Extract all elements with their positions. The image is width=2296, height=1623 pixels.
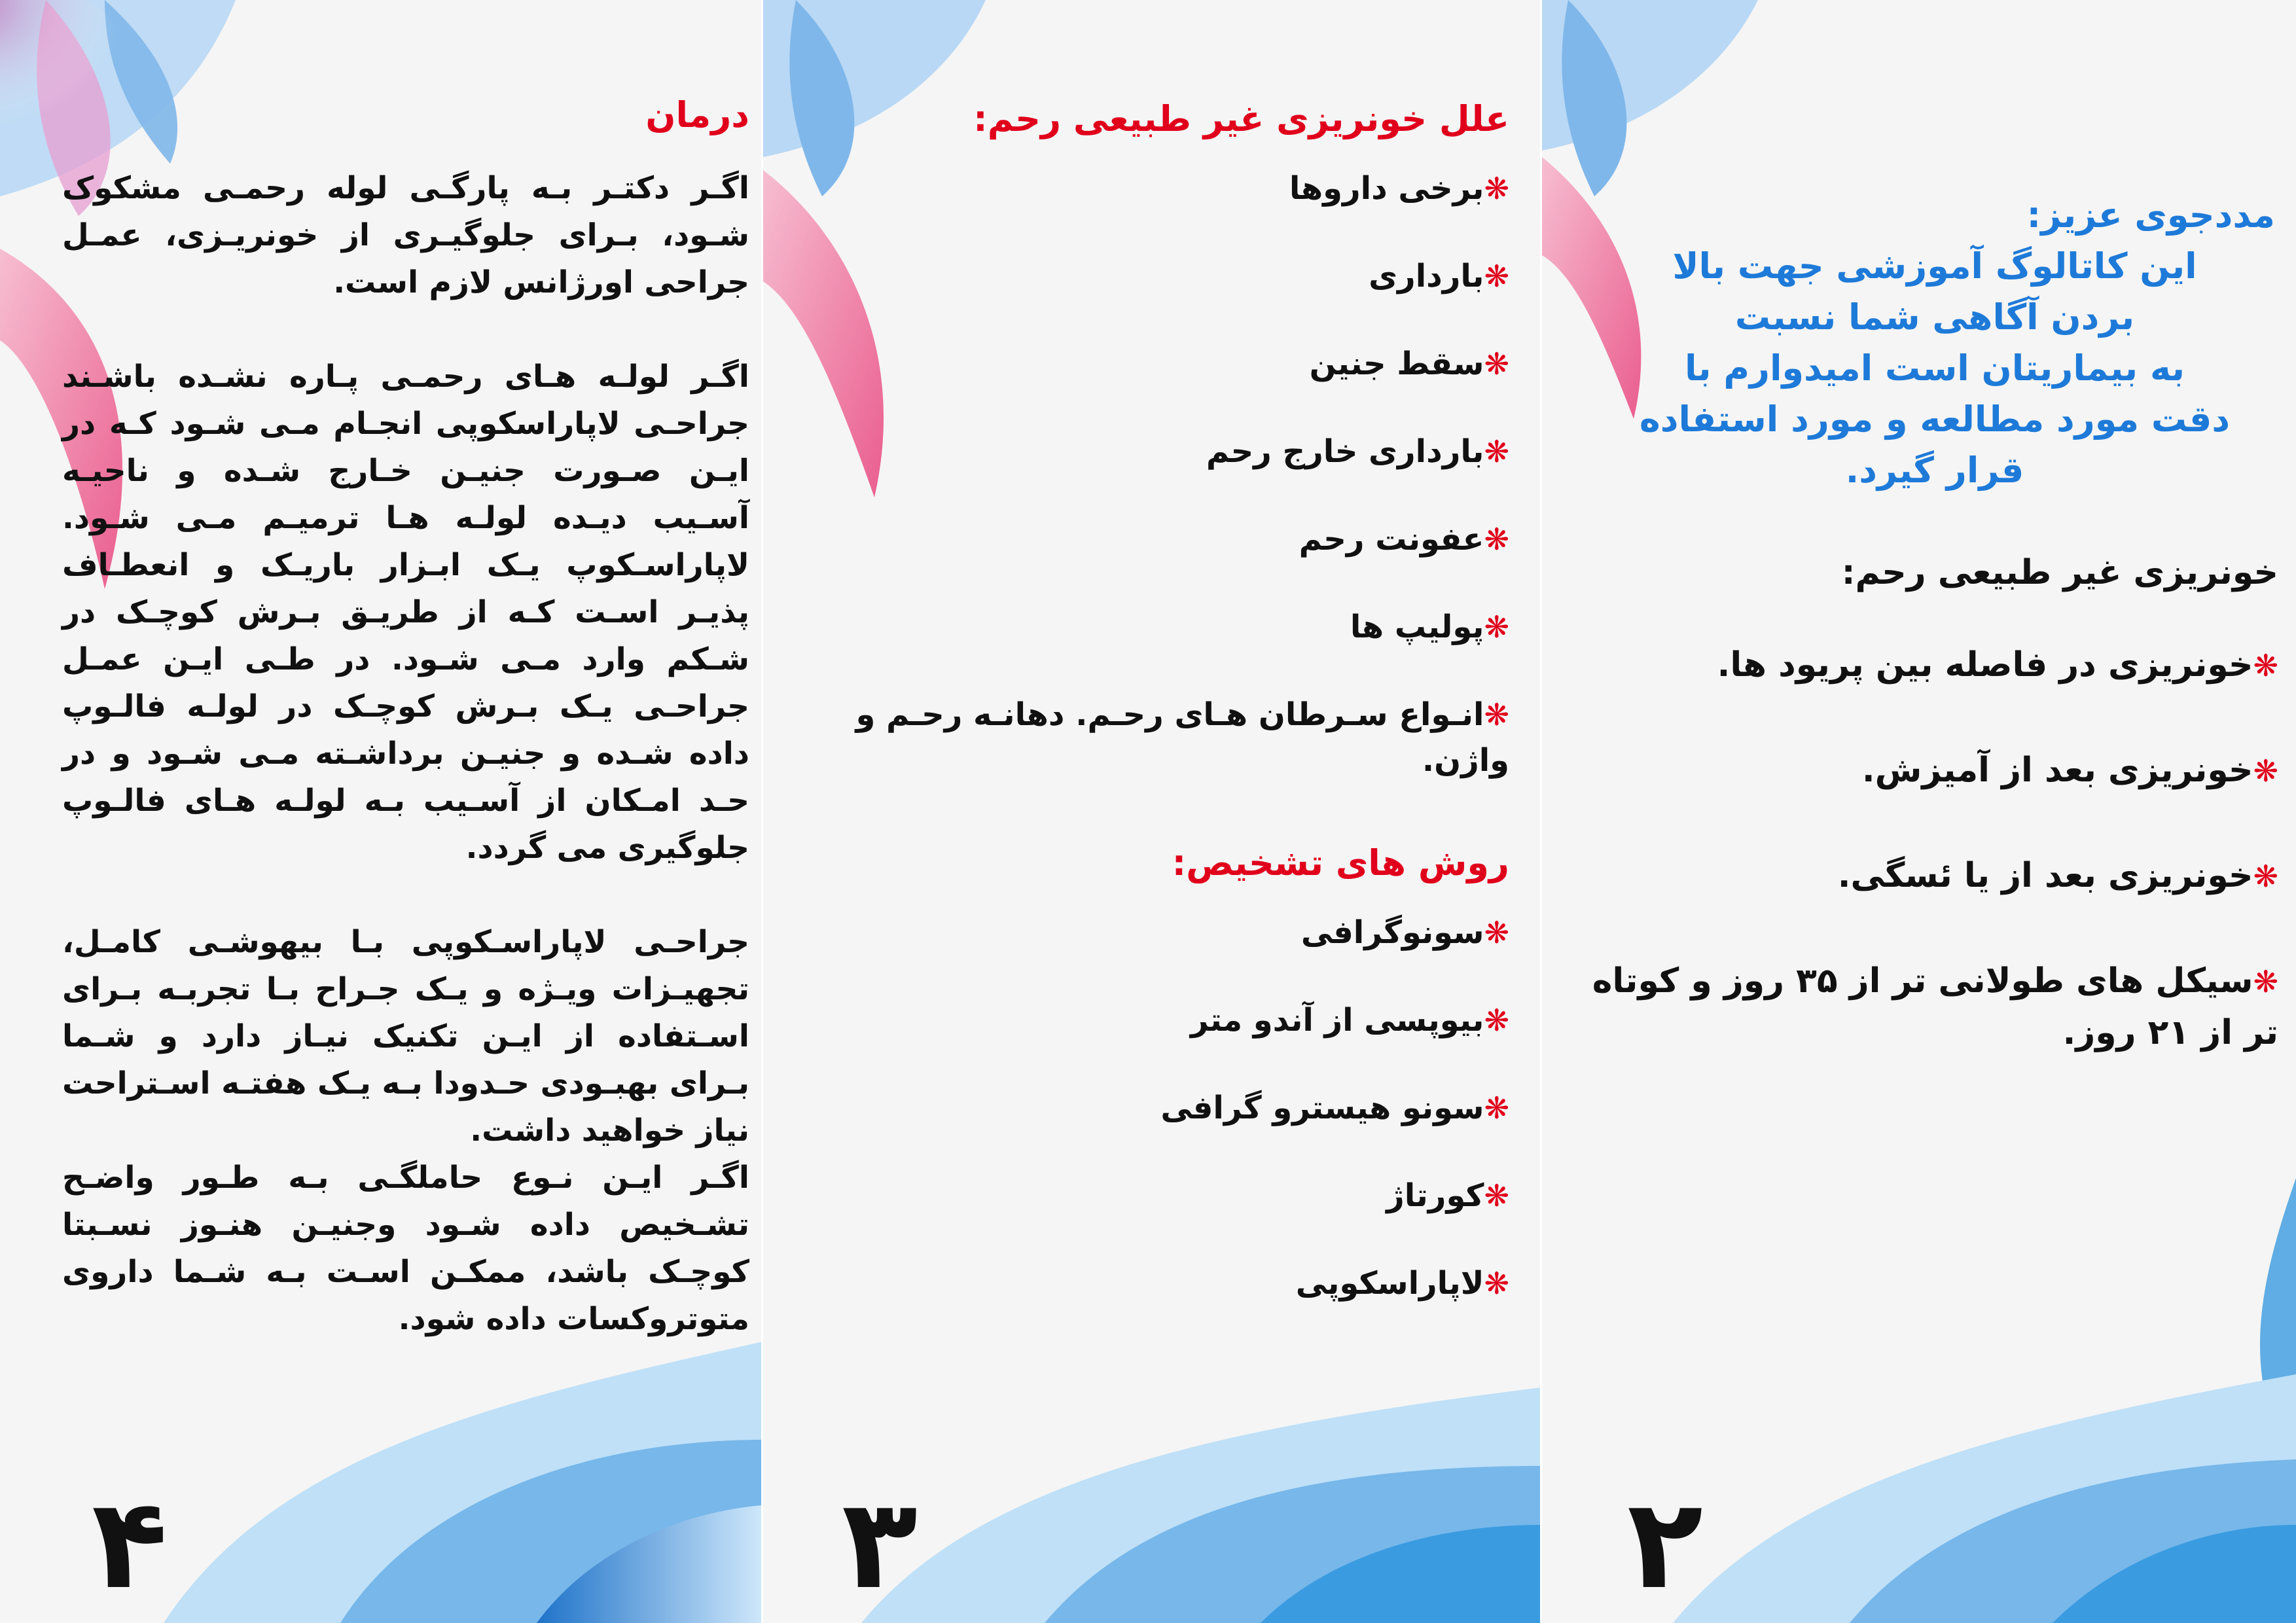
cause-item: ❋بارداری [1369,258,1509,294]
diagnosis-item: ❋کورتاژ [1386,1177,1509,1214]
asterisk-bullet-icon: ❋ [1484,1003,1509,1038]
treatment-title: درمان [645,94,749,135]
cause-item: ❋برخی داروها [1289,170,1509,207]
bleeding-item: ❋خونریزی بعد از آمیزش. [1861,751,2278,790]
asterisk-bullet-icon: ❋ [1484,1266,1509,1301]
cause-item: ❋بارداری خارج رحم [1206,433,1509,470]
treatment-paragraph-3: جراحـی لاپاراسـکوپی بـا بیهوشـی کامـل، تجهیـزات ویـژه و یـک جـراح بـا تجربـه بـرای اسـتفاده از ایـن تکنیک نیـاز دارد و شـما بـرای بهبـودی حـدودا بـه یـک هفتـه اسـتراحت نیاز خواهید داشت. [62,924,749,1149]
asterisk-bullet-icon: ❋ [1484,346,1509,382]
greeting: مددجوی عزیز: [2026,194,2275,236]
intro-line: به بیماریتان است امیدوارم با [1684,348,2185,389]
asterisk-bullet-icon: ❋ [1484,171,1509,206]
page-number: ۲ [1627,1472,1703,1616]
bleeding-item: ❋خونریزی در فاصله بین پریود ها. [1717,645,2278,685]
intro-line: این کاتالوگ آموزشی جهت بالا [1672,245,2197,287]
intro-line: دقت مورد مطالعه و مورد استفاده [1639,399,2231,440]
cause-item: ❋سقط جنین [1309,346,1509,382]
asterisk-bullet-icon: ❋ [1484,915,1509,950]
intro-section [1594,190,2275,496]
diagnosis-item: ❋لاپاراسکوپی [1295,1265,1509,1302]
intro-line: بردن آگاهی شما نسبت [1734,296,2135,338]
diagnosis-title: روش های تشخیص: [1172,842,1509,883]
treatment-paragraph-4: اگـر ایـن نـوع حاملگـی بـه طـور واضـح تشـخیص داده شـود وجنیـن هنـوز نسـبتا کوچـک باشد، ممکـن اسـت بـه شـما داروی متوتروکسات داده شود. [62,1160,749,1337]
bleeding-title: خونریزی غیر طبیعی رحم: [1841,553,2278,592]
asterisk-bullet-icon: ❋ [1484,697,1509,732]
page-number: ۳ [842,1472,918,1616]
cause-item: ❋انـواع سـرطان هـای رحـم. دهانـه رحـم و واژن. [855,696,1509,779]
causes-section [802,98,1509,1306]
diagnosis-item: ❋سونوگرافی [1300,914,1509,951]
asterisk-bullet-icon: ❋ [2253,648,2278,683]
diagnosis-item: ❋سونو هیسترو گرافی [1160,1090,1509,1126]
bleeding-section [1588,553,2278,1058]
treatment-section [62,92,749,1343]
bleeding-item: ❋سیکل های طولانی تر از ۳۵ روز و کوتاه تر از ۲۱ روز. [1592,961,2278,1052]
asterisk-bullet-icon: ❋ [1484,522,1509,557]
page-2-panel [1542,0,2296,1623]
bleeding-item: ❋خونریزی بعد از یا ئسگی. [1837,856,2278,895]
causes-title: علل خونریزی غیر طبیعی رحم: [973,98,1509,139]
asterisk-bullet-icon: ❋ [1484,434,1509,469]
asterisk-bullet-icon: ❋ [1484,1178,1509,1213]
treatment-paragraph-2: اگـر لولـه هـای رحمـی پـاره نشـده باشـند جراحـی لاپاراسکوپی انجـام مـی شـود کـه در ایـن صـورت جنیـن خـارج شـده و ناحیـه آسـیب دیـده لولـه هـا ترمیـم مـی شـود. لاپاراسـکوپ یـک ابـزار باریـک و انعطـاف پذیـر اسـت کـه از طریـق بـرش کوچـک در شـکم وارد مـی شـود. در طـی ایـن عمـل جراحـی یـک بـرش کوچـک در لولـه فالـوپ داده شـده و جنیـن برداشـته مـی شـود و در حـد امـکان از آسـیب بـه لولـه هـای فالـوپ جلوگیری می گردد. [62,359,749,866]
asterisk-bullet-icon: ❋ [2253,859,2278,894]
page-4-panel [0,0,763,1623]
page-number: ۴ [92,1472,168,1616]
asterisk-bullet-icon: ❋ [2253,964,2278,999]
intro-line: قرار گیرد. [1845,450,2024,491]
treatment-paragraph-1: اگـر دکتـر بـه پارگـی لوله رحمـی مشکوک شـود، بـرای جلوگیـری از خونریـزی، عمـل جراحی اورژانس لازم است. [62,170,749,300]
asterisk-bullet-icon: ❋ [1484,609,1509,645]
asterisk-bullet-icon: ❋ [2253,753,2278,789]
cause-item: ❋پولیپ ها [1350,609,1509,645]
asterisk-bullet-icon: ❋ [1484,259,1509,294]
page-3-panel [763,0,1542,1623]
asterisk-bullet-icon: ❋ [1484,1090,1509,1126]
cause-item: ❋عفونت رحم [1299,521,1509,558]
diagnosis-item: ❋بیوپسی از آندو متر [1190,1002,1509,1039]
